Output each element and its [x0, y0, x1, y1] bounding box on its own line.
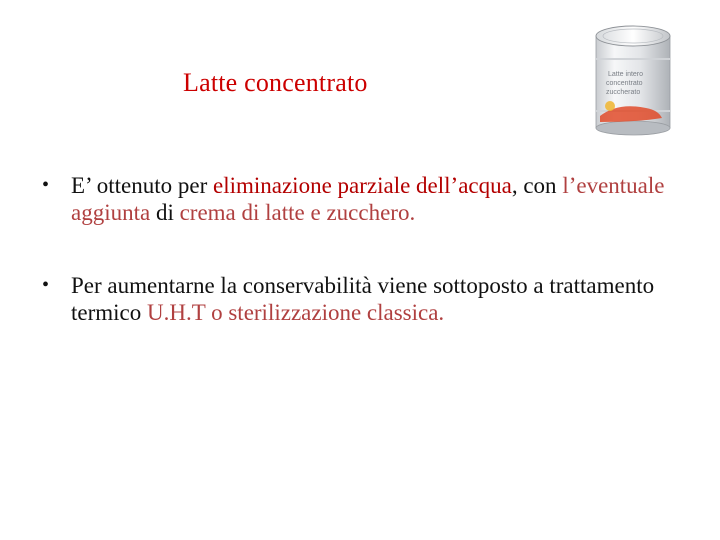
bullet-item	[40, 272, 700, 326]
bullet-marker: •	[42, 274, 50, 296]
bullet-text-2: Per aumentarne la conservabilità viene sottoposto a trattamento termico U.H.T o sterilizzazione classica.	[71, 273, 655, 325]
bullet-list	[40, 172, 700, 372]
slide-title: Latte concentrato	[183, 68, 368, 97]
bullet-item	[40, 172, 700, 226]
can-label-line-1: Latte intero	[608, 71, 644, 78]
can-label-line-3: zuccherato	[606, 89, 641, 96]
condensed-milk-can-image	[588, 18, 678, 138]
bullet-marker: •	[42, 174, 50, 196]
can-label-line-2: concentrato	[606, 80, 643, 87]
bullet-text-1: E’ ottenuto per eliminazione parziale dell’acqua, con l’eventuale aggiunta di crema di latte e zucchero.	[71, 173, 665, 225]
